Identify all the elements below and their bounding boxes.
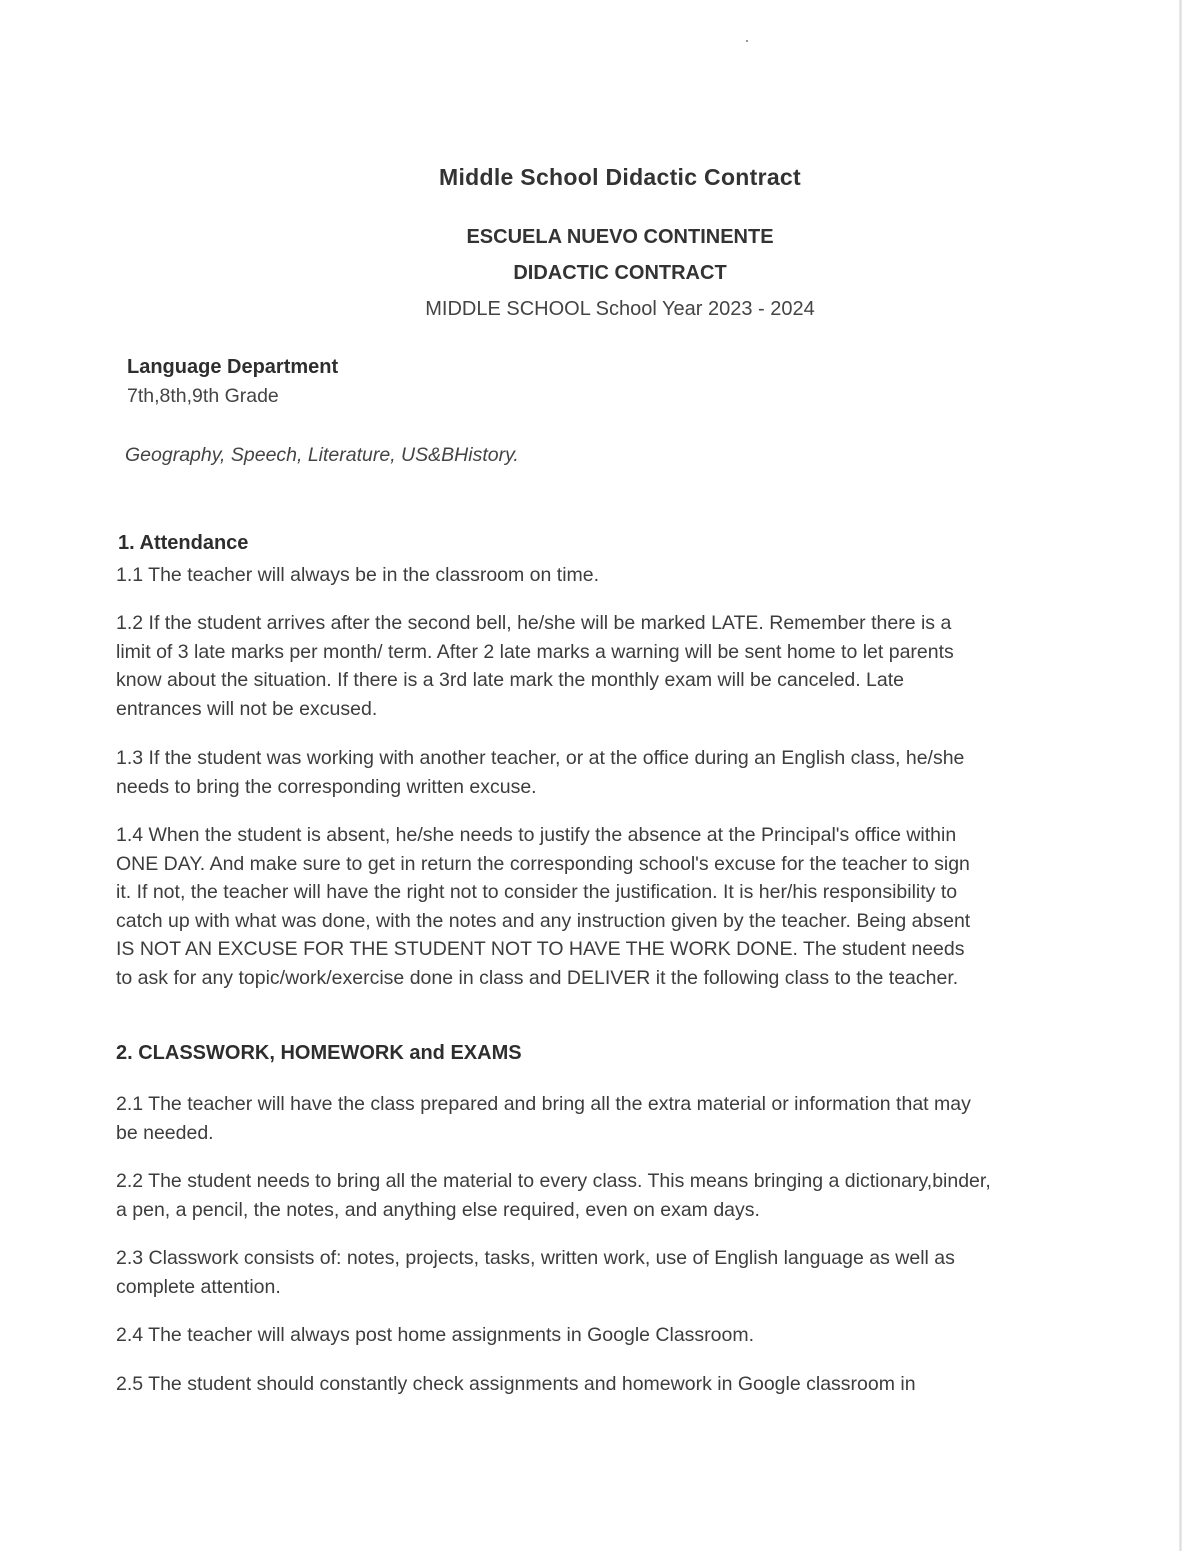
- clause-1-3: 1.3 If the student was working with another teacher, or at the office during an English class, he/she needs to bring the corresponding written excuse.: [116, 747, 965, 798]
- document-title: Middle School Didactic Contract: [438, 164, 801, 190]
- scan-speck: [746, 40, 748, 42]
- clause-1-4: 1.4 When the student is absent, he/she needs to justify the absence at the Principal's office within ONE DAY. And make sure to get in return the corresponding school's excuse for the teacher to sign it. If not, the teacher will have the right not to consider the justification. It is her/his responsibility to catch up with what was done, with the notes and any instruction given by the teacher. Being absent IS NOT AN EXCUSE FOR THE STUDENT NOT TO HAVE THE WORK DONE. The student needs to ask for any topic/work/exercise done in class and DELIVER it the following class to the teacher.: [116, 824, 971, 989]
- department-subjects: Geography, Speech, Literature, US&BHistory.: [125, 444, 519, 466]
- clause-2-2: 2.2 The student needs to bring all the material to every class. This means bringing a dictionary,binder, a pen, a pencil, the notes, and anything else required, even on exam days.: [116, 1170, 991, 1221]
- school-year: MIDDLE SCHOOL School Year 2023 - 2024: [425, 298, 815, 320]
- clause-2-4: 2.4 The teacher will always post home assignments in Google Classroom.: [116, 1324, 755, 1346]
- section-heading-classwork: 2. CLASSWORK, HOMEWORK and EXAMS: [116, 1042, 522, 1064]
- school-name: ESCUELA NUEVO CONTINENTE: [466, 226, 774, 248]
- clause-1-1: 1.1 The teacher will always be in the classroom on time.: [116, 564, 600, 586]
- section-heading-attendance: 1. Attendance: [118, 532, 249, 554]
- department-grades: 7th,8th,9th Grade: [127, 385, 279, 407]
- clause-1-2: 1.2 If the student arrives after the second bell, he/she will be marked LATE. Remember there is a limit of 3 late marks per month/ term. After 2 late marks a warning will be sent home to let parents know about the situation. If there is a 3rd late mark the monthly exam will be canceled. Late entrances will not be excused.: [116, 612, 954, 720]
- clause-2-5: 2.5 The student should constantly check assignments and homework in Google classroom in: [116, 1373, 916, 1395]
- clause-2-1: 2.1 The teacher will have the class prepared and bring all the extra material or information that may be needed.: [116, 1093, 971, 1144]
- clause-2-3: 2.3 Classwork consists of: notes, projects, tasks, written work, use of English language as well as complete attention.: [116, 1247, 955, 1298]
- contract-name: DIDACTIC CONTRACT: [513, 262, 727, 284]
- department-name: Language Department: [127, 356, 339, 378]
